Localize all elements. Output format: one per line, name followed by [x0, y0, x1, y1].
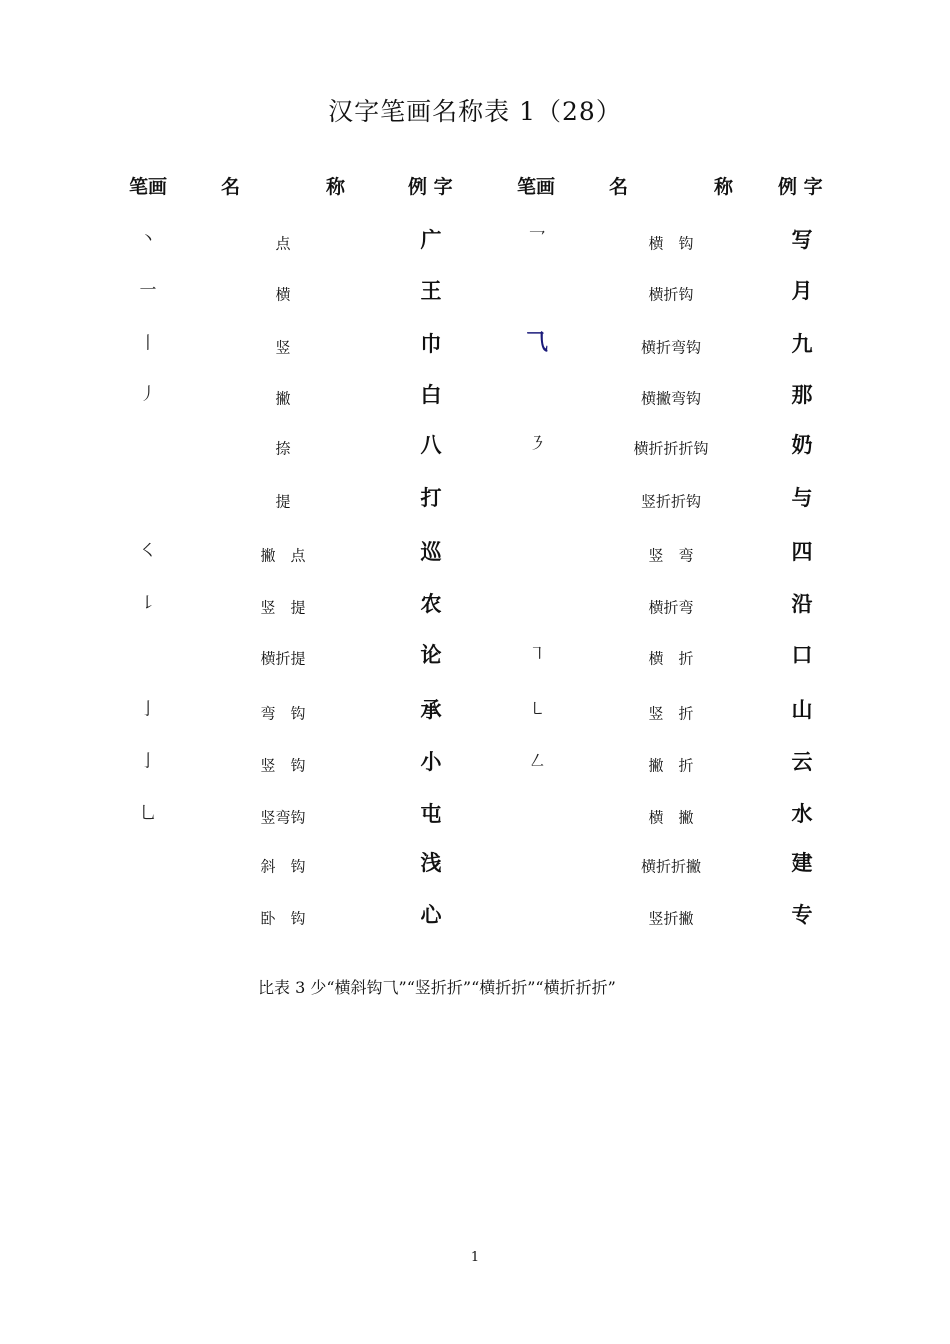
right-example-char: 那	[791, 382, 813, 407]
right-stroke-name: 横折钩	[648, 285, 694, 304]
header-stroke-left: 笔画	[129, 176, 168, 198]
right-stroke-name: 横折弯钩	[640, 338, 702, 357]
left-stroke-name: 卧 钩	[260, 909, 306, 928]
left-example-char: 王	[420, 278, 442, 303]
right-stroke-glyph: ㇕	[528, 644, 546, 665]
left-stroke-glyph: 丿	[139, 384, 157, 405]
left-stroke-name: 弯 钩	[260, 704, 306, 723]
left-example-char: 屯	[420, 801, 442, 826]
left-example-char: 浅	[420, 850, 442, 875]
left-stroke-name: 竖弯钩	[260, 808, 306, 827]
left-stroke-glyph: ㇙	[139, 593, 157, 614]
right-stroke-name: 横折折撇	[640, 857, 702, 876]
left-stroke-name: 捺	[275, 439, 291, 458]
right-stroke-name: 横 折	[648, 649, 694, 668]
right-example-char: 云	[791, 749, 813, 774]
left-example-char: 农	[420, 591, 442, 616]
left-stroke-name: 斜 钩	[260, 857, 306, 876]
right-example-char: 九	[791, 331, 813, 356]
header-example-left: 例 字	[408, 176, 453, 198]
left-stroke-name: 横折提	[260, 649, 306, 668]
left-example-char: 巾	[420, 331, 442, 356]
left-stroke-glyph: 亅	[139, 699, 157, 720]
header-name-left-1: 名	[221, 176, 241, 198]
header-name-left-2: 称	[326, 176, 346, 198]
left-example-char: 心	[420, 902, 442, 927]
right-stroke-name: 竖 折	[648, 704, 694, 723]
right-example-char: 奶	[791, 432, 813, 457]
right-stroke-glyph: 乛	[528, 229, 546, 250]
right-stroke-glyph: ㇋	[528, 434, 546, 455]
left-stroke-name: 竖 提	[260, 598, 306, 617]
right-stroke-name: 横撇弯钩	[640, 389, 702, 408]
left-example-char: 承	[420, 697, 442, 722]
left-stroke-glyph: 亅	[139, 751, 157, 772]
left-stroke-name: 点	[275, 234, 291, 253]
right-stroke-glyph: ㇜	[528, 751, 546, 772]
right-example-char: 四	[791, 539, 813, 564]
right-example-char: 沿	[791, 591, 813, 616]
right-example-char: 口	[791, 642, 813, 667]
right-stroke-name: 横折折折钩	[633, 439, 709, 458]
right-stroke-name: 竖折折钩	[640, 492, 702, 511]
header-stroke-right: 笔画	[517, 176, 556, 198]
left-stroke-name: 撇 点	[260, 546, 306, 565]
left-stroke-glyph: ㇛	[139, 541, 157, 562]
left-stroke-glyph: 乚	[139, 803, 157, 824]
left-stroke-name: 竖	[275, 338, 291, 357]
left-stroke-glyph: 丶	[139, 229, 157, 250]
page-number: 1	[470, 1250, 480, 1265]
right-example-char: 建	[791, 850, 813, 875]
left-example-char: 广	[420, 227, 442, 252]
right-example-char: 月	[791, 278, 813, 303]
right-example-char: 专	[791, 902, 813, 927]
right-stroke-glyph: ⺄	[525, 330, 549, 356]
right-stroke-name: 横折弯	[648, 598, 694, 617]
left-stroke-name: 提	[275, 492, 291, 511]
header-name-right-1: 名	[609, 176, 629, 198]
right-stroke-name: 横 撇	[648, 808, 694, 827]
left-stroke-glyph: 一	[139, 280, 157, 301]
left-example-char: 小	[420, 749, 442, 774]
left-example-char: 打	[420, 485, 442, 510]
right-example-char: 写	[791, 227, 813, 252]
header-example-right: 例 字	[778, 176, 823, 198]
left-stroke-name: 竖 钩	[260, 756, 306, 775]
left-example-char: 八	[420, 432, 442, 457]
right-example-char: 与	[791, 485, 813, 510]
right-example-char: 水	[791, 801, 813, 826]
left-stroke-name: 横	[275, 285, 291, 304]
right-stroke-name: 横 钩	[648, 234, 694, 253]
left-stroke-glyph: 丨	[139, 333, 157, 354]
right-example-char: 山	[791, 697, 813, 722]
header-name-right-2: 称	[714, 176, 734, 198]
footnote: 比表 3 少“横斜钩⺄”“竖折折”“横折折”“横折折折”	[258, 978, 616, 997]
right-stroke-name: 竖 弯	[648, 546, 694, 565]
left-example-char: 巡	[420, 539, 442, 564]
page-title: 汉字笔画名称表 1（28）	[328, 97, 622, 126]
left-example-char: 白	[420, 382, 442, 407]
right-stroke-name: 竖折撇	[648, 909, 694, 928]
right-stroke-name: 撇 折	[648, 756, 694, 775]
right-stroke-glyph: ㇄	[528, 699, 546, 720]
left-example-char: 论	[420, 642, 442, 667]
left-stroke-name: 撇	[275, 389, 291, 408]
